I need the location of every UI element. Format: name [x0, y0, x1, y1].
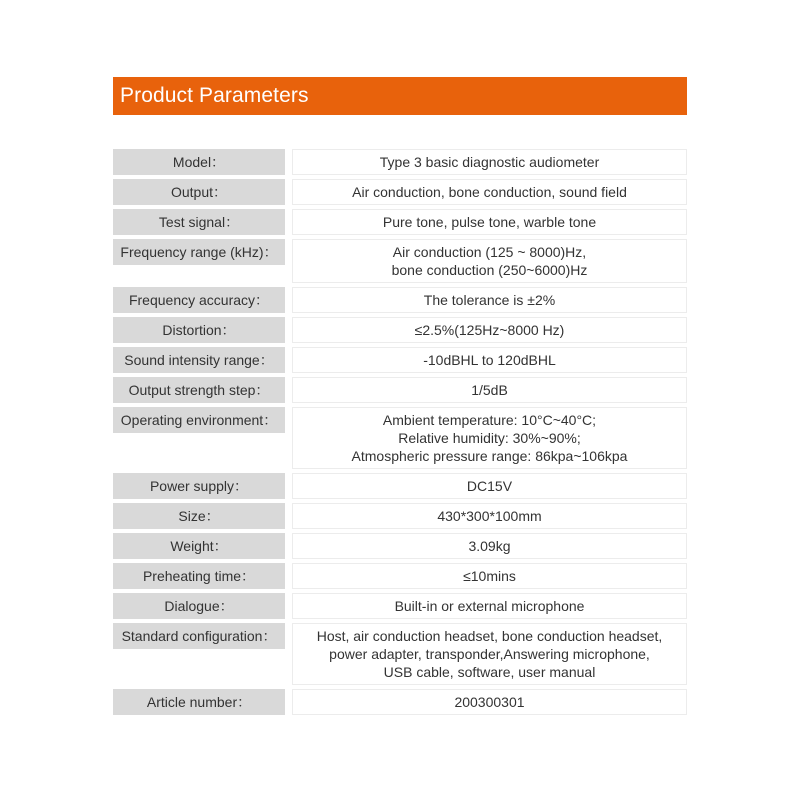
param-value — [292, 179, 687, 205]
param-value — [292, 407, 687, 469]
param-label: Model： — [113, 149, 285, 175]
param-value-line: Relative humidity: 30%~90%; — [398, 430, 581, 446]
param-value-line: bone conduction (250~6000)Hz — [391, 262, 588, 278]
param-value-line: Host, air conduction headset, bone conduction headset, — [316, 628, 663, 644]
param-row-weight — [113, 533, 687, 559]
param-value — [292, 347, 687, 373]
param-value — [292, 689, 687, 715]
param-value-line: Type 3 basic diagnostic audiometer — [379, 154, 600, 170]
param-label: Preheating time： — [113, 563, 285, 589]
param-row-dialogue — [113, 593, 687, 619]
param-value — [292, 563, 687, 589]
param-label: Output： — [113, 179, 285, 205]
section-title: Product Parameters — [120, 84, 309, 107]
param-value-line: USB cable, software, user manual — [383, 664, 596, 680]
param-label: Standard configuration： — [113, 623, 285, 649]
param-label: Distortion： — [113, 317, 285, 343]
param-value-line: power adapter, transponder,Answering microphone, — [329, 646, 650, 662]
param-value-line: ≤10mins — [463, 568, 516, 584]
param-label: Article number： — [113, 689, 285, 715]
param-value-line: Air conduction, bone conduction, sound field — [352, 184, 627, 200]
param-value — [292, 287, 687, 313]
param-label: Weight： — [113, 533, 285, 559]
param-value — [292, 377, 687, 403]
param-row-operating-environment — [113, 407, 687, 469]
param-value-line: ≤2.5%(125Hz~8000 Hz) — [414, 322, 565, 338]
param-value — [292, 317, 687, 343]
param-value — [292, 533, 687, 559]
param-row-test-signal — [113, 209, 687, 235]
param-row-size — [113, 503, 687, 529]
param-value-line: DC15V — [466, 478, 513, 494]
param-label: Sound intensity range： — [113, 347, 285, 373]
param-row-article-number — [113, 689, 687, 715]
param-value-line: 200300301 — [454, 694, 525, 710]
param-value-line: Atmospheric pressure range: 86kpa~106kpa — [351, 448, 628, 464]
param-value — [292, 209, 687, 235]
param-label: Size： — [113, 503, 285, 529]
param-value-line: The tolerance is ±2% — [423, 292, 556, 308]
param-value — [292, 623, 687, 685]
section-header — [113, 77, 687, 115]
param-value — [292, 473, 687, 499]
param-value — [292, 503, 687, 529]
param-value-line: Built-in or external microphone — [394, 598, 585, 614]
param-value-line: 430*300*100mm — [437, 508, 542, 524]
param-row-output-step — [113, 377, 687, 403]
param-row-frequency-range — [113, 239, 687, 283]
param-label: Frequency accuracy： — [113, 287, 285, 313]
param-value-line: Air conduction (125 ~ 8000)Hz, — [392, 244, 587, 260]
param-value-line: Pure tone, pulse tone, warble tone — [382, 214, 597, 230]
param-label: Operating environment： — [113, 407, 285, 433]
param-label: Test signal： — [113, 209, 285, 235]
param-row-standard-configuration — [113, 623, 687, 685]
param-value-line: 3.09kg — [468, 538, 511, 554]
param-row-sound-intensity — [113, 347, 687, 373]
param-row-preheating-time — [113, 563, 687, 589]
param-row-model — [113, 149, 687, 175]
param-value — [292, 239, 687, 283]
param-value — [292, 593, 687, 619]
param-value-line: Ambient temperature: 10°C~40°C; — [382, 412, 597, 428]
param-value — [292, 149, 687, 175]
param-value-line: -10dBHL to 120dBHL — [423, 352, 556, 368]
param-row-frequency-accuracy — [113, 287, 687, 313]
param-label: Output strength step： — [113, 377, 285, 403]
parameters-table — [113, 149, 687, 719]
param-row-power-supply — [113, 473, 687, 499]
param-label: Frequency range (kHz)： — [113, 239, 285, 265]
param-label: Power supply： — [113, 473, 285, 499]
param-value-line: 1/5dB — [471, 382, 508, 398]
param-row-output — [113, 179, 687, 205]
param-row-distortion — [113, 317, 687, 343]
param-label: Dialogue： — [113, 593, 285, 619]
